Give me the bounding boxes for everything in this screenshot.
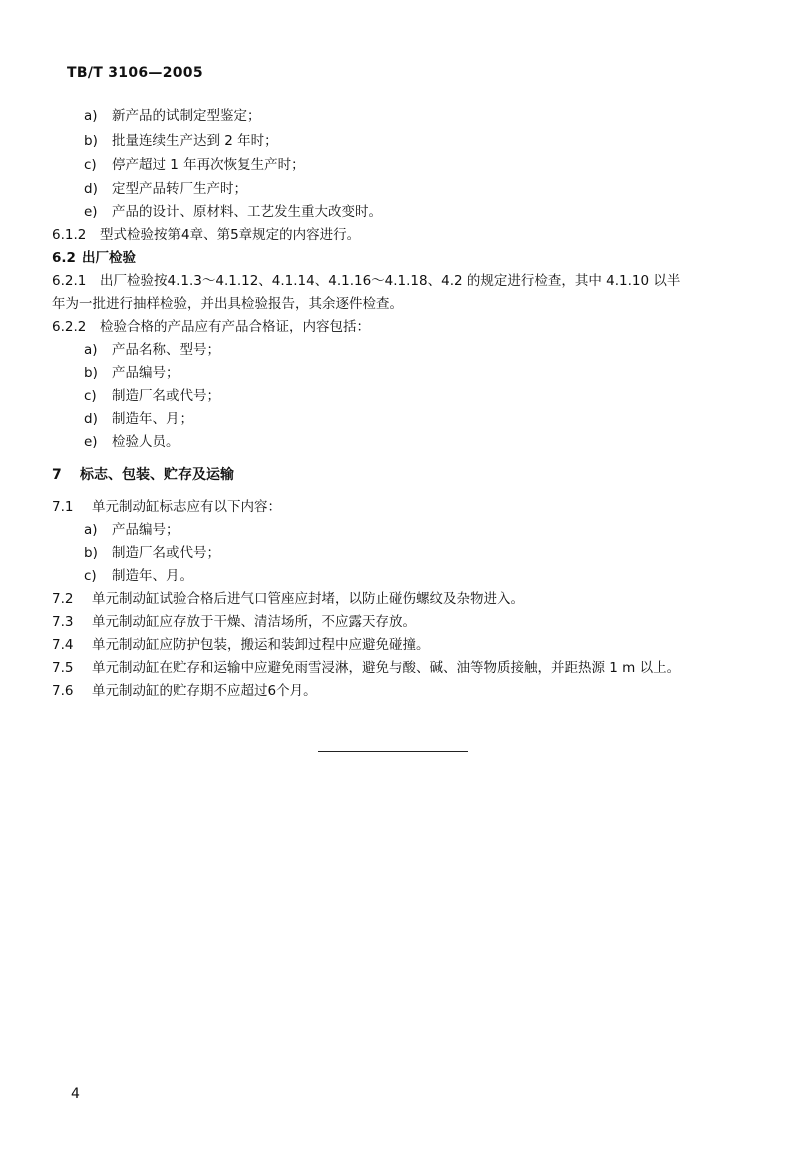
- list-item: [84, 387, 220, 405]
- list-item: [84, 544, 220, 562]
- clause-text: 单元制动缸应防护包装，搬运和装卸过程中应避免碰撞。: [92, 637, 430, 653]
- list-marker: c): [84, 388, 97, 404]
- clause-text: 单元制动缸的贮存期不应超过6个月。: [92, 683, 317, 699]
- clause-6-2-2: [52, 318, 370, 336]
- clause-7-6: [52, 682, 317, 700]
- chapter-heading-7: [52, 466, 234, 484]
- clause-text: 出厂检验按4.1.3～4.1.12、4.1.14、4.1.16～4.1.18、4.2 的规定进行检查，其中 4.1.10 以半: [100, 273, 681, 289]
- list-text: 批量连续生产达到 2 年时；: [112, 133, 278, 149]
- list-item: [84, 180, 247, 198]
- clause-7-1: [52, 498, 281, 516]
- list-text: 定型产品转厂生产时；: [112, 181, 247, 197]
- section-title: 出厂检验: [82, 250, 136, 266]
- clause-number: 7.1: [52, 499, 74, 515]
- clause-7-4: [52, 636, 430, 654]
- page-number: 4: [71, 1086, 80, 1102]
- clause-text: 单元制动缸试验合格后进气口管座应封堵，以防止碰伤螺纹及杂物进入。: [92, 591, 524, 607]
- list-marker: b): [84, 133, 98, 149]
- list-text: 产品编号；: [112, 365, 180, 381]
- clause-7-2: [52, 590, 524, 608]
- list-item: [84, 341, 220, 359]
- list-marker: d): [84, 181, 98, 197]
- list-text: 停产超过 1 年再次恢复生产时；: [112, 157, 305, 173]
- list-item: [84, 203, 382, 221]
- list-marker: b): [84, 365, 98, 381]
- list-text: 产品编号；: [112, 522, 180, 538]
- clause-number: 7.3: [52, 614, 74, 630]
- list-text: 检验人员。: [112, 434, 180, 450]
- clause-number: 7.5: [52, 660, 74, 676]
- chapter-number: 7: [52, 467, 62, 483]
- clause-text: 单元制动缸在贮存和运输中应避免雨雪浸淋，避免与酸、碱、油等物质接触，并距热源 1 m 以上。: [92, 660, 681, 676]
- list-item: [84, 156, 305, 174]
- clause-7-5: [52, 659, 680, 677]
- list-text: 产品名称、型号；: [112, 342, 220, 358]
- section-heading-6-2: [52, 249, 136, 267]
- clause-number: 6.2.2: [52, 319, 87, 335]
- list-marker: e): [84, 204, 98, 220]
- clause-text: 单元制动缸标志应有以下内容：: [92, 499, 281, 515]
- list-text: 制造年、月。: [112, 568, 193, 584]
- section-number: 6.2: [52, 250, 76, 266]
- clause-6-1-2: [52, 226, 360, 244]
- chapter-title: 标志、包装、贮存及运输: [80, 467, 234, 483]
- list-marker: c): [84, 157, 97, 173]
- list-item: [84, 364, 180, 382]
- clause-7-3: [52, 613, 416, 631]
- list-item: [84, 107, 261, 125]
- list-text: 制造厂名或代号；: [112, 388, 220, 404]
- list-item: [84, 410, 193, 428]
- clause-continuation: 年为一批进行抽样检验，并出具检验报告，其余逐件检查。: [52, 296, 403, 312]
- clause-text: 检验合格的产品应有产品合格证，内容包括：: [100, 319, 370, 335]
- list-marker: a): [84, 522, 98, 538]
- clause-number: 7.2: [52, 591, 74, 607]
- list-text: 制造年、月；: [112, 411, 193, 427]
- list-item: [84, 132, 278, 150]
- clause-number: 6.1.2: [52, 227, 87, 243]
- list-marker: a): [84, 342, 98, 358]
- clause-text: 型式检验按第4章、第5章规定的内容进行。: [100, 227, 361, 243]
- list-text: 制造厂名或代号；: [112, 545, 220, 561]
- list-item: [84, 433, 180, 451]
- list-marker: b): [84, 545, 98, 561]
- clause-text: 单元制动缸应存放于干燥、清洁场所，不应露天存放。: [92, 614, 416, 630]
- list-item: [84, 521, 180, 539]
- list-marker: e): [84, 434, 98, 450]
- list-marker: a): [84, 108, 98, 124]
- document-code: TB/T 3106—2005: [67, 65, 203, 81]
- clause-number: 7.6: [52, 683, 74, 699]
- list-marker: d): [84, 411, 98, 427]
- clause-6-2-1: [52, 272, 680, 290]
- list-marker: c): [84, 568, 97, 584]
- list-item: [84, 567, 193, 585]
- clause-number: 6.2.1: [52, 273, 87, 289]
- clause-number: 7.4: [52, 637, 74, 653]
- list-text: 新产品的试制定型鉴定；: [112, 108, 261, 124]
- end-rule: [318, 751, 468, 752]
- list-text: 产品的设计、原材料、工艺发生重大改变时。: [112, 204, 382, 220]
